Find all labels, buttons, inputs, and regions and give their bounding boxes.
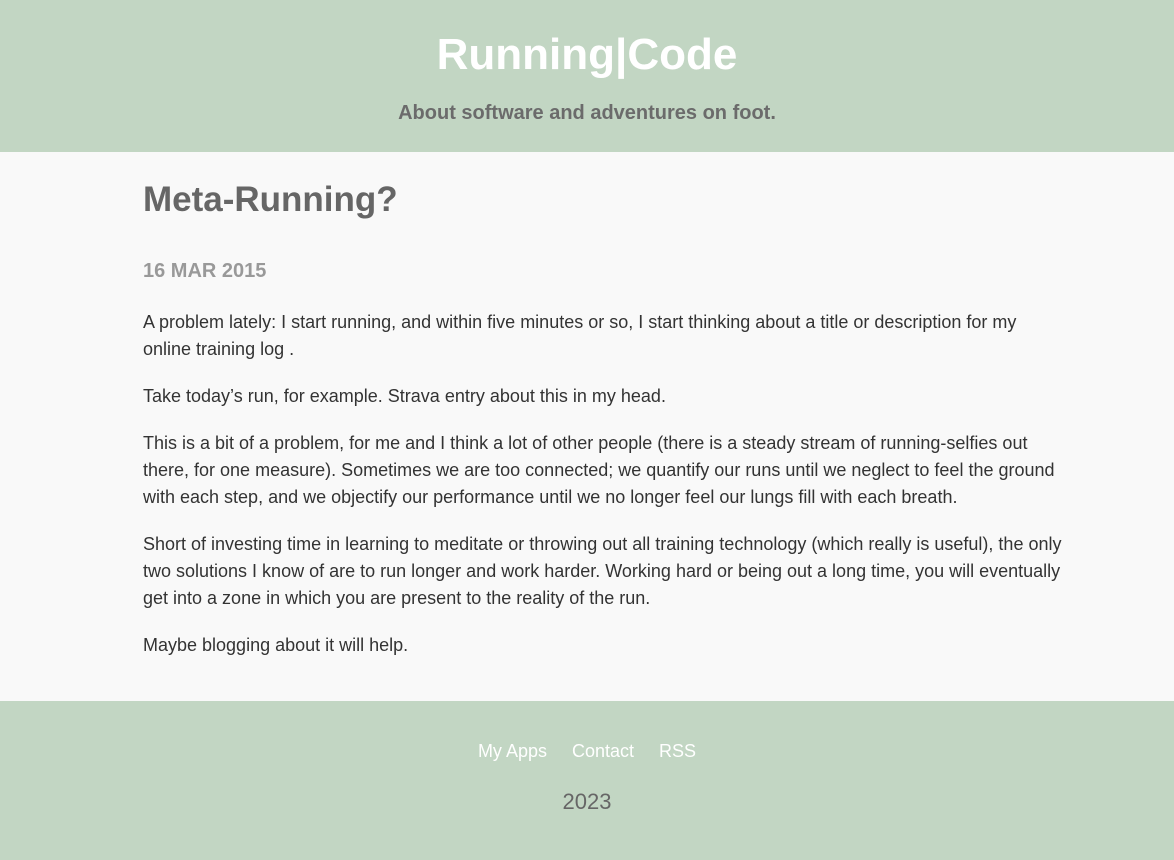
post-body — [143, 309, 1063, 659]
post-paragraph: Short of investing time in learning to meditate or throwing out all training technology (which really is useful), the only two solutions I know of are to run longer and work harder. Working hard or being out a long time, you will eventually get into a zone in which you are present to the reality of the run. — [143, 534, 1062, 608]
post-paragraph: A problem lately: I start running, and within five minutes or so, I start thinking about a title or description for my online training log . — [143, 312, 1017, 359]
footer-link-rss[interactable]: RSS — [659, 741, 697, 761]
post-paragraph: Take today’s run, for example. Strava entry about this in my head. — [143, 386, 666, 406]
site-footer — [0, 701, 1174, 860]
footer-nav — [0, 739, 1174, 763]
post-paragraph: Maybe blogging about it will help. — [143, 635, 409, 655]
footer-link-contact[interactable]: Contact — [571, 741, 635, 761]
post-date: 16 MAR 2015 — [143, 260, 267, 282]
post-title: Meta-Running? — [143, 180, 398, 219]
site-title-link[interactable]: Running|Code — [436, 30, 738, 79]
main-content — [0, 152, 1174, 701]
footer-link-my-apps[interactable]: My Apps — [477, 741, 547, 761]
site-header — [0, 0, 1174, 152]
footer-year: 2023 — [562, 789, 612, 814]
site-tagline: About software and adventures on foot. — [398, 102, 776, 124]
post-paragraph: This is a bit of a problem, for me and I think a lot of other people (there is a steady stream of running-selfies out there, for one measure). Sometimes we are too connected; we quantify our runs until we neglect to feel the ground with each step, and we objectify our performance until we no longer feel our lungs fill with each breath. — [143, 433, 1055, 507]
blog-post — [143, 180, 1174, 659]
